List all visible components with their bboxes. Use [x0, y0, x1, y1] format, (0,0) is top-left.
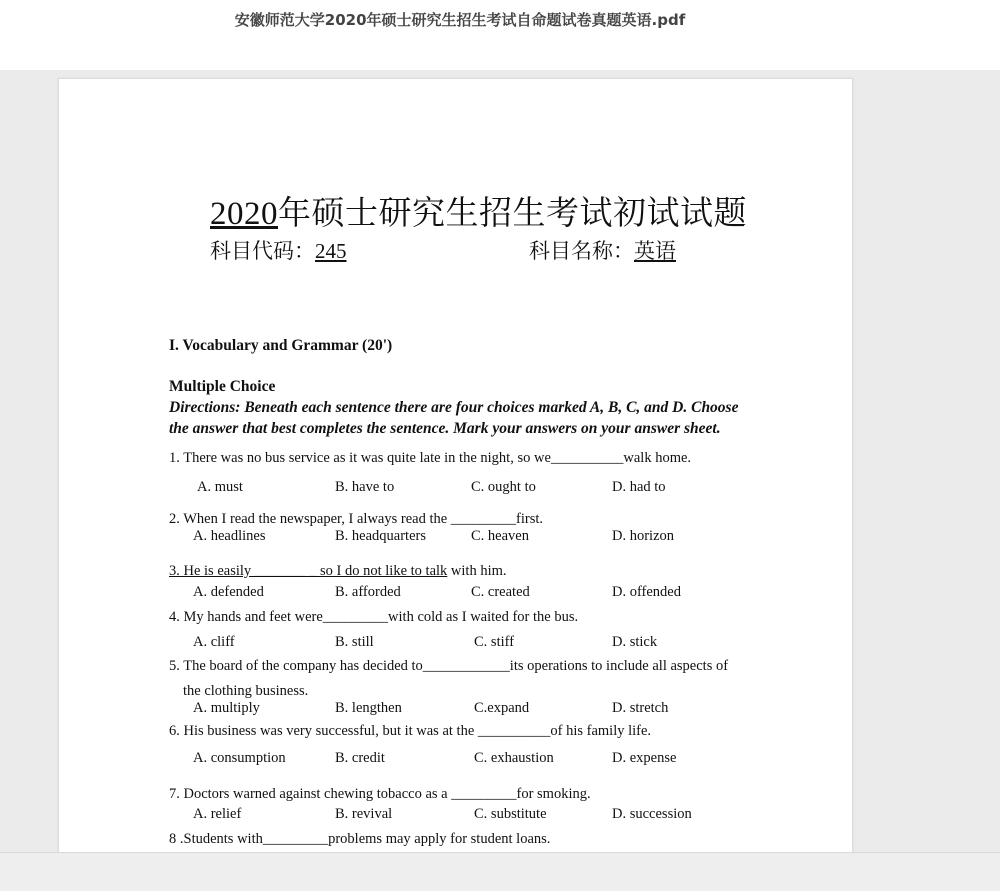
- q3-text-part-2: _ so I do not like to talk: [309, 563, 448, 579]
- q6-option-a: A. consumption: [193, 750, 286, 766]
- subject-name: [529, 235, 676, 265]
- q4-option-a: A. cliff: [193, 634, 235, 650]
- q5-option-c: C.expand: [474, 700, 530, 716]
- q1-option-d: D. had to: [612, 479, 666, 495]
- q3-text-part-1: 3. He is easily _______: [169, 563, 310, 579]
- subject-name-label: 科目名称：: [529, 239, 634, 263]
- q7-option-c: C. substitute: [474, 806, 547, 822]
- q5-option-b: B. lengthen: [335, 700, 402, 716]
- q1-option-b: B. have to: [335, 479, 395, 495]
- question-2-text: 2. When I read the newspaper, I always read the _________first.: [169, 511, 544, 527]
- question-6-text: 6. His business was very successful, but it was at the __________of his family life.: [169, 723, 652, 739]
- q2-option-a: A. headlines: [193, 528, 266, 544]
- question-8-text: 8 .Students with_________problems may apply for student loans.: [169, 831, 551, 847]
- viewer-bottom-bar: [0, 852, 1000, 891]
- question-3-text: [169, 563, 507, 580]
- pdf-page: [58, 78, 853, 852]
- exam-title: [210, 187, 747, 234]
- q2-option-d: D. horizon: [612, 528, 675, 544]
- title-bar: [0, 0, 1000, 70]
- directions-line-2: the answer that best completes the sentence. Mark your answers on your answer sheet.: [169, 420, 721, 437]
- q7-option-b: B. revival: [335, 806, 393, 822]
- directions-line-1: Directions: Beneath each sentence there are four choices marked A, B, C, and D. Choose: [169, 399, 739, 416]
- q5-option-a: A. multiply: [193, 700, 260, 716]
- subject-name-value: 英语: [634, 239, 676, 263]
- question-1-text: 1. There was no bus service as it was quite late in the night, so we__________walk home.: [169, 450, 692, 466]
- q4-option-d: D. stick: [612, 634, 658, 650]
- q3-option-d: D. offended: [612, 584, 681, 600]
- q6-option-c: C. exhaustion: [474, 750, 554, 766]
- question-5-text-line-2: the clothing business.: [183, 683, 309, 699]
- q3-option-b: B. afforded: [335, 584, 401, 600]
- exam-year: 2020: [210, 196, 278, 232]
- document-title: 安徽师范大学2020年硕士研究生招生考试自命题试卷真题英语.pdf: [234, 11, 686, 29]
- q2-option-c: C. heaven: [471, 528, 529, 544]
- subject-code-label: 科目代码：: [210, 239, 315, 263]
- q3-option-c: C. created: [471, 584, 530, 600]
- q2-option-b: B. headquarters: [335, 528, 426, 544]
- q6-option-b: B. credit: [335, 750, 385, 766]
- q5-option-d: D. stretch: [612, 700, 669, 716]
- q4-option-c: C. stiff: [474, 634, 515, 650]
- part-heading: Multiple Choice: [169, 378, 276, 395]
- subject-code: [210, 235, 347, 265]
- exam-title-text: 年硕士研究生招生考试初试试题: [278, 196, 747, 232]
- q7-option-d: D. succession: [612, 806, 692, 822]
- q4-option-b: B. still: [335, 634, 374, 650]
- question-4-text: 4. My hands and feet were_________with cold as I waited for the bus.: [169, 609, 579, 625]
- q1-option-a: A. must: [197, 479, 243, 495]
- subject-code-value: 245: [315, 239, 347, 263]
- pdf-viewer[interactable]: [0, 70, 1000, 852]
- question-5-text: 5. The board of the company has decided to____________its operations to include all aspects of: [169, 658, 729, 674]
- q3-text-part-3: with him.: [447, 563, 507, 579]
- q3-option-a: A. defended: [193, 584, 264, 600]
- question-7-text: 7. Doctors warned against chewing tobacco as a _________for smoking.: [169, 786, 591, 802]
- q7-option-a: A. relief: [193, 806, 242, 822]
- q1-option-c: C. ought to: [471, 479, 536, 495]
- q6-option-d: D. expense: [612, 750, 677, 766]
- section-heading: I. Vocabulary and Grammar (20'): [169, 337, 393, 354]
